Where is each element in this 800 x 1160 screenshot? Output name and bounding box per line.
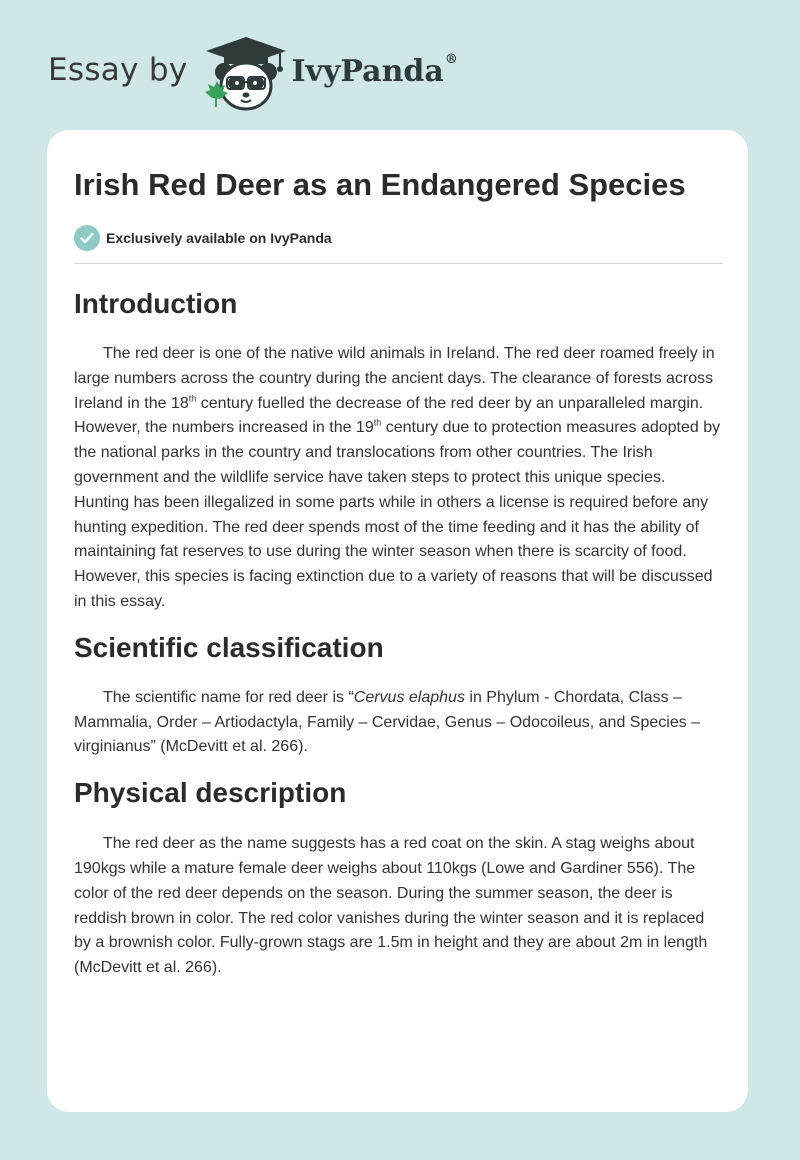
section-heading-scientific-classification: Scientific classification [74, 631, 384, 663]
essay-content [74, 164, 724, 981]
section-paragraph-scientific-classification: The scientific name for red deer is “Cervus elaphus in Phylum - Chordata, Class – Mammalia, Order – Artiodactyla, Family – Cervidae, Genus – Odocoileus, and Species – virginianus” (McDevitt et al. 266). [74, 688, 701, 756]
panda-graduate-icon [202, 34, 290, 112]
brand-name: IvyPanda® [291, 51, 458, 89]
brand-prefix: Essay by [48, 52, 188, 88]
section-paragraph-introduction: The red deer is one of the native wild animals in Ireland. The red deer roamed freely in large numbers across the country during the ancient days. The clearance of forests across Ireland in the 18th century fuelled the decrease of the red deer by an unparalleled margin. However, the numbers increased in the 19th century due to protection measures adopted by the national parks in the country and translocations from other countries. The Irish government and the wildlife service have taken steps to protect this unique species. Hunting has been illegalized in some parts while in others a license is required before any hunting expedition. The red deer spends most of the time feeding and it has the ability of maintaining fat reserves to use during the winter season when there is scarcity of food. However, this species is facing extinction due to a variety of reasons that will be discussed in this essay. [74, 345, 721, 610]
site-logo[interactable] [48, 34, 458, 112]
divider [74, 263, 723, 264]
page-title: Irish Red Deer as an Endangered Species [74, 167, 686, 202]
registered-mark: ® [444, 51, 458, 67]
essay-card [47, 130, 748, 1112]
exclusive-badge [74, 224, 724, 252]
section-heading-introduction: Introduction [74, 288, 238, 319]
section-heading-physical-description: Physical description [74, 777, 347, 809]
section-paragraph-physical-description: The red deer as the name suggests has a red coat on the skin. A stag weighs about 190kgs while a mature female deer weighs about 110kgs (Lowe and Gardiner 556). The color of the red deer depends on the season. During the summer season, the deer is reddish brown in color. The red color vanishes during the winter season and it is replaced by a brownish color. Fully-grown stags are 1.5m in height and they are about 2m in length (McDevitt et al. 266). [74, 835, 708, 977]
exclusive-label: Exclusively available on IvyPanda [106, 230, 332, 246]
check-circle-icon [74, 225, 100, 251]
